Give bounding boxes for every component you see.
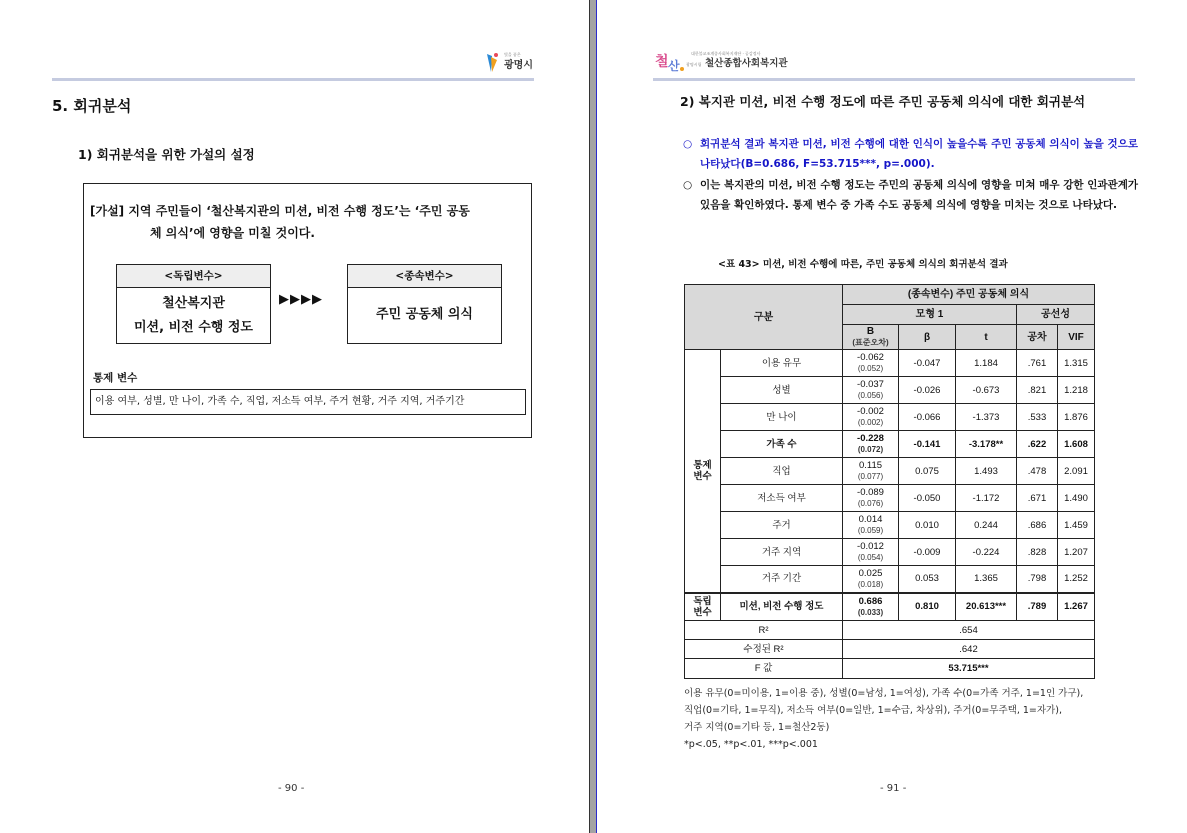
header-beta: β [899, 325, 956, 350]
subsection-title: 1) 회귀분석을 위한 가설의 설정 [78, 147, 255, 162]
cell-b: 0.686 (0.033) [843, 593, 899, 621]
hypothesis-text [90, 200, 530, 244]
table-notes [684, 685, 1150, 753]
row-name: 가족 수 [721, 431, 843, 458]
gwangmyeong-logo [486, 50, 546, 76]
bullet-circle-icon: ○ [683, 179, 693, 191]
cell-tol: .671 [1017, 485, 1058, 512]
header-collinearity: 공선성 [1017, 305, 1095, 325]
control-label: 통제 변수 [93, 372, 138, 384]
cell-vif: 2.091 [1058, 458, 1095, 485]
cell-b: 0.025 (0.018) [843, 566, 899, 593]
cell-t: -0.224 [956, 539, 1017, 566]
header-b: B (표준오차) [843, 325, 899, 350]
cell-tol: .828 [1017, 539, 1058, 566]
cell-tolerance: .789 [1017, 593, 1058, 621]
cell-b: -0.002 (0.002) [843, 404, 899, 431]
cell-tol: .622 [1017, 431, 1058, 458]
header-tolerance: 공차 [1017, 325, 1058, 350]
logo-sub: 광명시립 [686, 62, 702, 67]
table-row-adj-r2 [685, 640, 1095, 659]
cell-tol: .478 [1017, 458, 1058, 485]
bullet-circle-icon: ○ [683, 138, 693, 150]
cell-beta: 0.810 [899, 593, 956, 621]
group-independent: 독립 변수 [685, 593, 721, 621]
cell-t: 1.365 [956, 566, 1017, 593]
table-row-f [685, 659, 1095, 679]
cell-beta: -0.066 [899, 404, 956, 431]
row-name: 직업 [721, 458, 843, 485]
cell-t: -3.178** [956, 431, 1017, 458]
cell-vif: 1.608 [1058, 431, 1095, 458]
left-page [0, 0, 589, 833]
header-dependent: (종속변수) 주민 공동체 의식 [843, 285, 1095, 305]
bullet-finding [683, 134, 1138, 175]
row-name: 성별 [721, 377, 843, 404]
cell-t: 1.184 [956, 350, 1017, 377]
cell-vif: 1.252 [1058, 566, 1095, 593]
row-name: 거주 기간 [721, 566, 843, 593]
hypothesis-line: [가설] 지역 주민들이 ‘철산복지관의 미션, 비전 수행 정도’는 ‘주민 공동 [90, 204, 470, 218]
header-model: 모형 1 [843, 305, 1017, 325]
cell-t: -1.373 [956, 404, 1017, 431]
arrow-icons: ▶▶▶▶ [279, 292, 323, 307]
row-name: 저소득 여부 [721, 485, 843, 512]
logo-tagline: 대한불교조계종사회복지재단 · 공감정사 [691, 51, 761, 56]
row-name: 이용 유무 [721, 350, 843, 377]
independent-line: 철산복지관 [162, 296, 225, 311]
cell-beta: -0.026 [899, 377, 956, 404]
row-name: 거주 지역 [721, 539, 843, 566]
cell-vif: 1.218 [1058, 377, 1095, 404]
logo-text: 광명시 [504, 60, 533, 71]
logo-tagline: 빛을 품은 [504, 52, 521, 57]
table-row-independent [685, 593, 1095, 621]
cell-tol: .798 [1017, 566, 1058, 593]
independent-header: <독립변수> [117, 265, 270, 288]
dependent-variable-box [347, 264, 502, 344]
table-row [685, 404, 1095, 431]
cell-beta: 0.053 [899, 566, 956, 593]
r2-value: .654 [843, 621, 1095, 640]
header-rule [52, 78, 534, 81]
logo-mark-icon [486, 52, 498, 74]
table-row [685, 431, 1095, 458]
table-row [685, 539, 1095, 566]
bullet-text: 이는 복지관의 미션, 비전 수행 정도는 주민의 공동체 의식에 영향을 미쳐 매우 강한 인과관계가 있음을 확인하였다. 통제 변수 중 가족 수도 공동체 의식에 영향을 미치는 것으로 나타났다. [700, 179, 1138, 211]
cell-vif: 1.315 [1058, 350, 1095, 377]
bullet-interpretation [683, 175, 1138, 258]
cell-vif: 1.876 [1058, 404, 1095, 431]
note-line: 거주 지역(0=기타 등, 1=철산2동) [684, 722, 830, 733]
independent-variable-box [116, 264, 271, 344]
f-value: 53.715*** [843, 659, 1095, 679]
hypothesis-box [83, 183, 532, 438]
table-row [685, 485, 1095, 512]
cell-tol: .533 [1017, 404, 1058, 431]
row-name: 만 나이 [721, 404, 843, 431]
independent-line: 미션, 비전 수행 정도 [134, 320, 253, 335]
note-line: 이용 유무(0=미이용, 1=이용 중), 성별(0=남성, 1=여성), 가족 수(0=가족 거주, 1=1인 가구), [684, 688, 1084, 699]
cell-t: 0.244 [956, 512, 1017, 539]
cell-beta: -0.047 [899, 350, 956, 377]
right-content [680, 94, 1150, 753]
f-label: F 값 [685, 659, 843, 679]
header-vif: VIF [1058, 325, 1095, 350]
header-category: 구분 [685, 285, 843, 350]
cell-tol: .821 [1017, 377, 1058, 404]
r2-label: R² [685, 621, 843, 640]
cell-b: 0.014 (0.059) [843, 512, 899, 539]
cell-t: -1.172 [956, 485, 1017, 512]
note-line: *p<.05, **p<.01, ***p<.001 [684, 739, 818, 750]
cell-beta: 0.010 [899, 512, 956, 539]
cell-b: -0.012 (0.054) [843, 539, 899, 566]
cell-b: -0.089 (0.076) [843, 485, 899, 512]
cell-beta: 0.075 [899, 458, 956, 485]
page-number: - 91 - [880, 783, 907, 794]
cell-b: 0.115 (0.077) [843, 458, 899, 485]
row-name: 미션, 비전 수행 정도 [721, 593, 843, 621]
dependent-header: <종속변수> [348, 265, 501, 288]
cell-t: 20.613*** [956, 593, 1017, 621]
table-row [685, 458, 1095, 485]
table-row [685, 512, 1095, 539]
bullet-text: 회귀분석 결과 복지관 미션, 비전 수행에 대한 인식이 높을수록 주민 공동체 의식이 높을 것으로 나타났다(B=0.686, F=53.715***, p=.000). [700, 138, 1138, 170]
group-control: 통제 변수 [685, 350, 721, 593]
section-title: 5. 회귀분석 [52, 97, 132, 115]
cell-beta: -0.009 [899, 539, 956, 566]
page-number: - 90 - [278, 783, 305, 794]
subsection-title: 2) 복지관 미션, 비전 수행 정도에 따른 주민 공동체 의식에 대한 회귀분석 [680, 94, 1086, 109]
logo-mark-icon [655, 50, 685, 72]
adj-r2-value: .642 [843, 640, 1095, 659]
cell-tol: .761 [1017, 350, 1058, 377]
regression-table [684, 284, 1095, 679]
cheolsan-logo [655, 48, 788, 74]
cell-b: -0.037 (0.056) [843, 377, 899, 404]
cell-vif: 1.459 [1058, 512, 1095, 539]
table-row [685, 350, 1095, 377]
cell-vif: 1.490 [1058, 485, 1095, 512]
page-divider [589, 0, 597, 833]
cell-t: 1.493 [956, 458, 1017, 485]
header-rule [653, 78, 1135, 81]
table-row [685, 377, 1095, 404]
cell-tol: .686 [1017, 512, 1058, 539]
note-line: 직업(0=기타, 1=무직), 저소득 여부(0=일반, 1=수급, 차상위), 주거(0=무주택, 1=자가), [684, 705, 1062, 716]
cell-vif: 1.207 [1058, 539, 1095, 566]
table-row [685, 566, 1095, 593]
cell-beta: -0.050 [899, 485, 956, 512]
row-name: 주거 [721, 512, 843, 539]
cell-beta: -0.141 [899, 431, 956, 458]
svg-text:철: 철 [655, 54, 669, 70]
cell-b: -0.062 (0.052) [843, 350, 899, 377]
adj-r2-label: 수정된 R² [685, 640, 843, 659]
table-caption: <표 43> 미션, 비전 수행에 따른, 주민 공동체 의식의 회귀분석 결과 [718, 259, 1008, 270]
control-variables: 이용 여부, 성별, 만 나이, 가족 수, 직업, 저소득 여부, 주거 현황, 거주 지역, 거주기간 [90, 389, 526, 415]
table-row-r2 [685, 621, 1095, 640]
svg-text:산: 산 [668, 59, 680, 72]
logo-text: 철산종합사회복지관 [705, 58, 788, 69]
cell-vif: 1.267 [1058, 593, 1095, 621]
hypothesis-line: 체 의식’에 영향을 미칠 것이다. [150, 226, 315, 240]
cell-b: -0.228 (0.072) [843, 431, 899, 458]
header-t: t [956, 325, 1017, 350]
cell-t: -0.673 [956, 377, 1017, 404]
dependent-value: 주민 공동체 의식 [376, 307, 473, 322]
